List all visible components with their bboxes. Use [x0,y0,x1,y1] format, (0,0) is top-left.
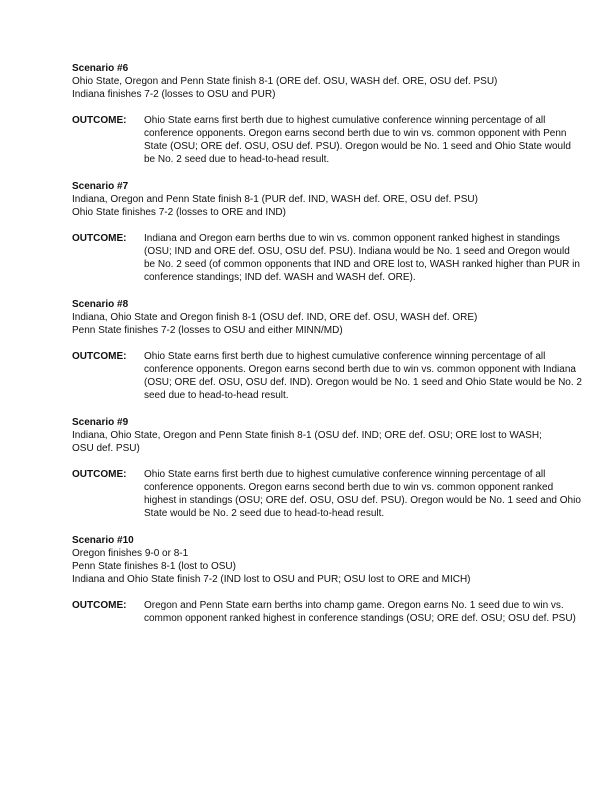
scenario-8 [72,298,582,402]
scenario-title: Scenario #7 [72,181,129,192]
scenario-condition-line: Oregon finishes 9-0 or 8-1 [72,548,189,559]
scenario-7 [72,180,582,284]
scenario-condition-line: Indiana, Oregon and Penn State finish 8-1 (PUR def. IND, WASH def. ORE, OSU def. PSU) [72,194,478,205]
outcome-block [72,599,582,625]
outcome-text: Oregon and Penn State earn berths into champ game. Oregon earns No. 1 seed due to win vs. common opponent ranked highest in conference standings (OSU; ORE def. OSU; OSU def. PSU) [144,600,576,624]
scenario-condition-line: Indiana, Ohio State and Oregon finish 8-1 (OSU def. IND, ORE def. OSU, WASH def. ORE) [72,312,478,323]
scenario-condition-line: Ohio State, Oregon and Penn State finish 8-1 (ORE def. OSU, WASH def. ORE, OSU def. PSU) [72,76,498,87]
scenario-condition-line: Ohio State finishes 7-2 (losses to ORE and IND) [72,207,286,218]
outcome-label: OUTCOME: [72,469,127,480]
scenarios-list [72,62,582,639]
scenario-condition-line: OSU def. PSU) [72,443,140,454]
scenario-condition-line: Penn State finishes 8-1 (lost to OSU) [72,561,236,572]
outcome-text: Indiana and Oregon earn berths due to win vs. common opponent ranked highest in standings (OSU; IND and ORE def. OSU, OSU def. PSU). Indiana would be No. 1 seed and Oregon would be No. 2 seed (of common opponents that IND and ORE lost to, WASH ranked higher than PUR in conference standings; IND def. WASH and WASH def. ORE). [144,233,580,283]
outcome-label: OUTCOME: [72,233,127,244]
scenario-9 [72,416,582,520]
scenario-6 [72,62,582,166]
outcome-label: OUTCOME: [72,351,127,362]
outcome-label: OUTCOME: [72,115,127,126]
scenario-condition-line: Indiana and Ohio State finish 7-2 (IND lost to OSU and PUR; OSU lost to ORE and MICH) [72,574,471,585]
outcome-text: Ohio State earns first berth due to highest cumulative conference winning percentage of all conference opponents. Oregon earns second berth due to win vs. common opponent ranked highest in standings (OSU; ORE def. OSU, OSU def. PSU). Oregon would be No. 1 seed and Ohio State would be No. 2 seed due to head-to-head result. [144,469,581,519]
scenario-title: Scenario #8 [72,299,129,310]
outcome-block [72,468,582,520]
scenario-title: Scenario #10 [72,535,134,546]
outcome-block [72,350,582,402]
outcome-label: OUTCOME: [72,600,127,611]
outcome-text: Ohio State earns first berth due to highest cumulative conference winning percentage of all conference opponents. Oregon earns second berth due to win vs. common opponent with Penn State (OSU; ORE def. OSU, OSU def. PSU). Oregon would be No. 1 seed and Ohio State would be No. 2 seed due to head-to-head result. [144,115,571,165]
scenario-condition-line: Indiana, Ohio State, Oregon and Penn State finish 8-1 (OSU def. IND; ORE def. OSU; ORE lost to WASH; [72,430,542,441]
scenario-title: Scenario #6 [72,63,129,74]
scenario-title: Scenario #9 [72,417,129,428]
outcome-text: Ohio State earns first berth due to highest cumulative conference winning percentage of all conference opponents. Oregon earns second berth due to win vs. common opponent with Indiana (OSU; ORE def. OSU, OSU def. IND). Oregon would be No. 1 seed and Ohio State would be No. 2 seed due to head-to-head result. [144,351,582,401]
outcome-block [72,114,582,166]
scenario-10 [72,534,582,625]
scenario-condition-line: Indiana finishes 7-2 (losses to OSU and PUR) [72,89,276,100]
scenario-condition-line: Penn State finishes 7-2 (losses to OSU and either MINN/MD) [72,325,343,336]
outcome-block [72,232,582,284]
